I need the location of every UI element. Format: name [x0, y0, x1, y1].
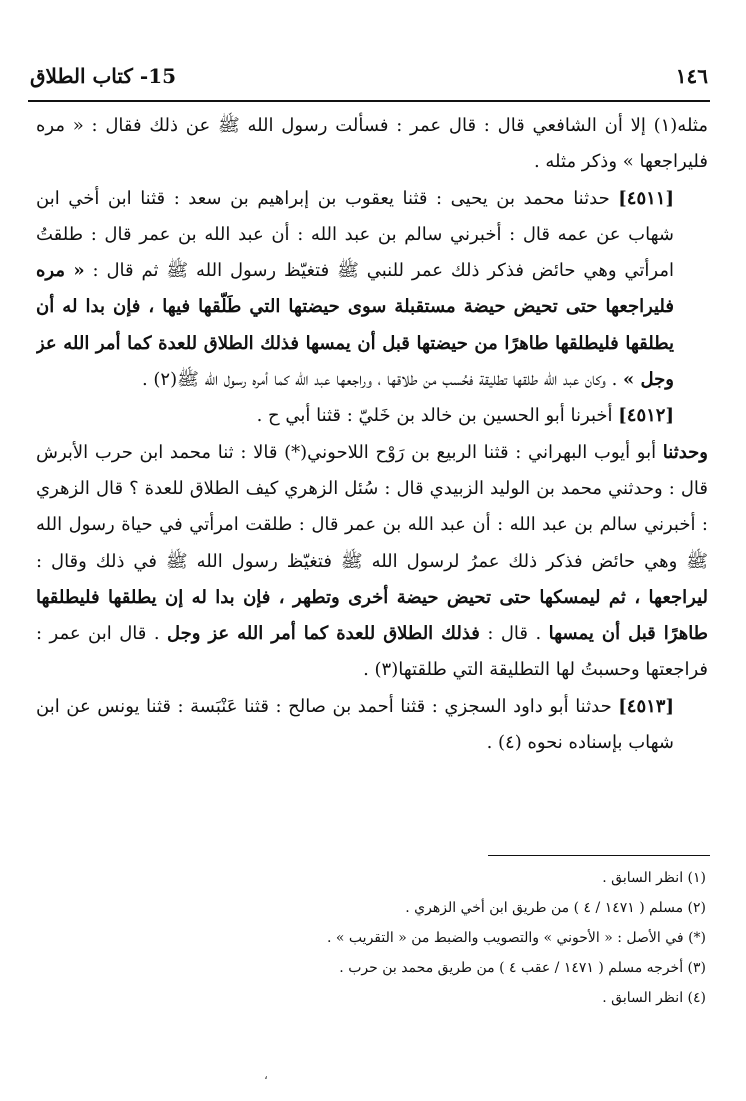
page-number: ١٤٦	[675, 64, 708, 88]
footnote: (٤) انظر السابق .	[602, 990, 706, 1006]
footnote: (١) انظر السابق .	[602, 870, 706, 886]
footnote: (٣) أخرجه مسلم ( ١٤٧١ / عقب ٤ ) من طريق محمد بن حرب .	[339, 960, 706, 976]
header-divider	[28, 100, 710, 102]
main-text	[36, 108, 708, 858]
chapter-title: 15- كتاب الطلاق	[30, 64, 177, 88]
hadith-matn: « مره فليراجعها حتى تحيض حيضة مستقبلة سوى حيضتها التي طَلّقها فيها ، فإن بدا له أن يطلقها فليطلقها طاهرًا من حيضتها قبل أن يمسها فذلك الطلاق للعدة كما أمر الله عز وجل »	[36, 260, 674, 391]
hadith-number: [٤٥١٢]	[618, 405, 674, 427]
hadith-4512: [٤٥١٢] أخبرنا أبو الحسين بن خالد بن خَليّ : قثنا أبي ح .	[256, 405, 674, 427]
footnotes	[40, 863, 706, 1023]
footnote-divider	[488, 855, 710, 856]
hadith-matn: ليراجعها ، ثم ليمسكها حتى تحيض حيضة أخرى وتطهر ، فإن بدا له إن يطلقها فليطلقها طاهرًا قبل أن يمسها	[36, 586, 708, 645]
page-header	[30, 56, 708, 96]
footnote: (٢) مسلم ( ١٤٧١ / ٤ ) من طريق ابن أخي الزهري .	[405, 900, 706, 916]
page-mark: ،	[264, 1068, 268, 1082]
hadith-4511: [٤٥١١] حدثنا محمد بن يحيى : قثنا يعقوب بن إبراهيم بن سعد : قثنا ابن أخي ابن شهاب عن عمه قال : أخبرني سالم بن عبد الله : أن عبد الله بن عمر قال : طلقتُ امرأتي وهي حائض فذكر ذلك عمر للنبي ﷺ فتغيّظ رسول الله ﷺ ثم قال : « مره فليراجعها حتى تحيض حيضة مستقبلة سوى حيضتها التي طَلّقها فيها ، فإن بدا له أن يطلقها فليطلقها طاهرًا من حيضتها قبل أن يمسها فذلك الطلاق للعدة كما أمر الله عز وجل » . وكان عبد الله طلقها تطليقة فحُسب من طلاقها ، وراجعها عبد الله كما أمره رسول الله ﷺ(٢) .	[36, 187, 674, 391]
hadith-number: [٤٥١٣]	[618, 695, 674, 717]
hadith-matn: فذلك الطلاق للعدة كما أمر الله عز وجل	[167, 623, 480, 645]
paragraph-continuation: مثله(١) إلا أن الشافعي قال : قال عمر : فسألت رسول الله ﷺ عن ذلك فقال : « مره فليراجعها » وذكر مثله .	[36, 115, 708, 173]
hadith-4513: [٤٥١٣] حدثنا أبو داود السجزي : قثنا أحمد بن صالح : قثنا عَنْبَسة : قثنا يونس عن ابن شهاب بإسناده نحوه (٤) .	[36, 695, 674, 754]
hadith-4512-chain: وحدثنا أبو أيوب البهراني : قثنا الربيع بن رَوْح اللاحوني(*) قالا : ثنا محمد ابن حرب الأبرش قال : وحدثني محمد بن الوليد الزبيدي قال : سُئل الزهري كيف الطلاق للعدة ؟ قال الزهري : أخبرني سالم بن عبد الله : أن عبد الله بن عمر قال : طلقت امرأتي في حياة رسول الله ﷺ وهي حائض فذكر ذلك عمرُ لرسول الله ﷺ فتغيّظ رسول الله ﷺ في ذلك وقال : ليراجعها ، ثم ليمسكها حتى تحيض حيضة أخرى وتطهر ، فإن بدا له إن يطلقها فليطلقها طاهرًا قبل أن يمسها . قال : فذلك الطلاق للعدة كما أمر الله عز وجل . قال ابن عمر : فراجعتها وحسبتُ لها التطليقة التي طلقتها(٣) .	[36, 441, 708, 681]
hadith-number: [٤٥١١]	[618, 187, 674, 209]
footnote: (*) في الأصل : « الأحوني » والتصويب والضبط من « التقريب » .	[327, 930, 706, 946]
